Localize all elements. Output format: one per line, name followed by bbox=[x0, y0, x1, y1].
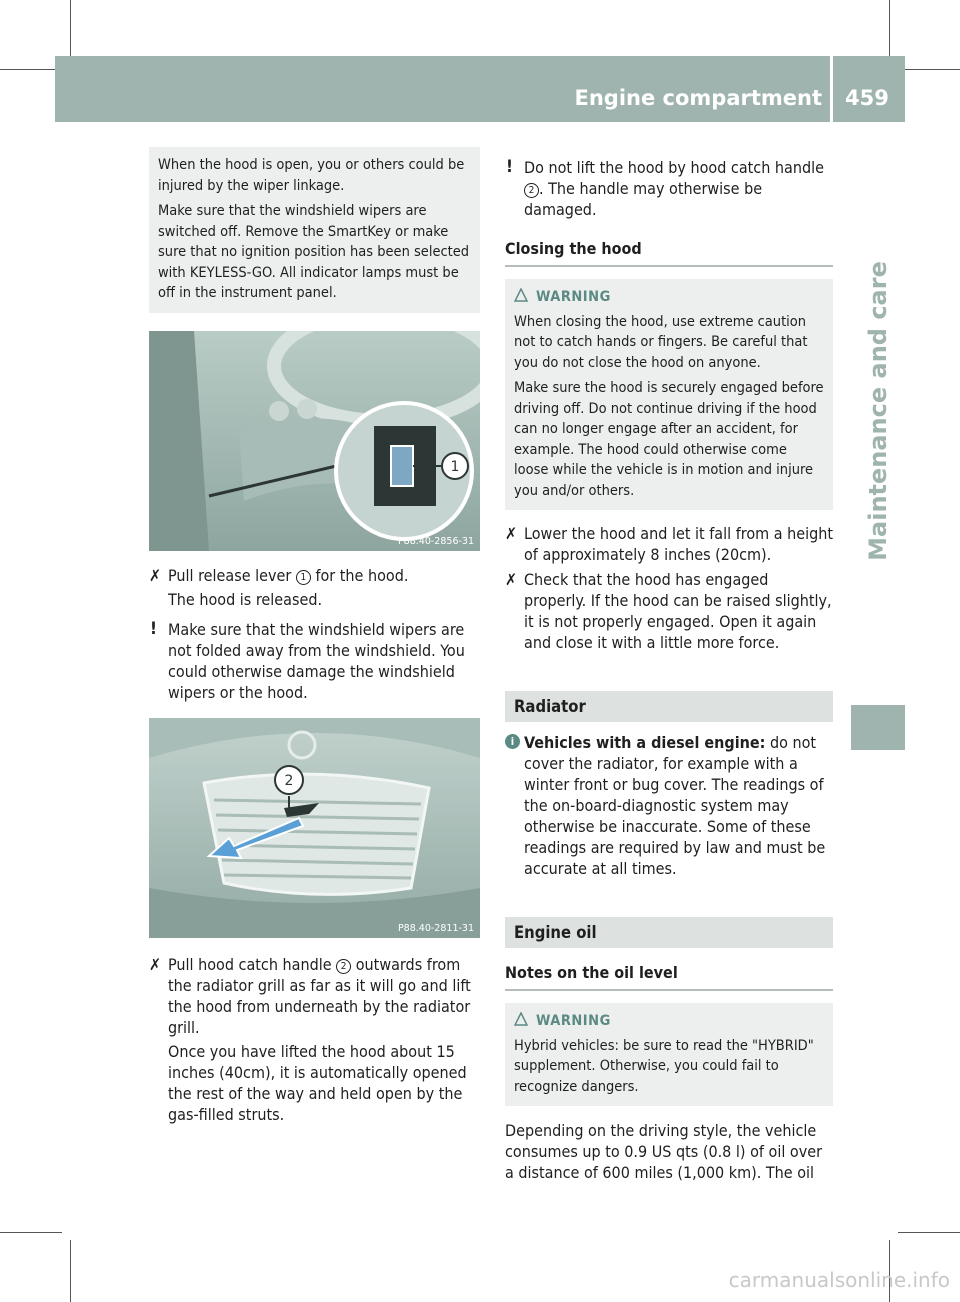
side-chapter-label: Maintenance and care bbox=[864, 261, 892, 561]
crop-mark bbox=[898, 1232, 960, 1233]
caution-note: ! Do not lift the hood by hood catch handle 2 . The handle may otherwise be damaged. bbox=[506, 157, 824, 219]
hood-catch-illustration bbox=[149, 718, 480, 938]
crop-mark bbox=[0, 69, 62, 70]
subheading-oil-level: Notes on the oil level bbox=[505, 962, 833, 991]
warning-box-wiper: When the hood is open, you or others could be injured by the wiper linkage. Make sure that the windshield wipers are switched off. Remove the SmartKey or make sure that no ignition position has been selected with KEYLESS-GO. All indicator lamps must be off in the instrument panel. bbox=[149, 147, 480, 313]
figure-hood-catch bbox=[149, 718, 480, 938]
info-note: i Vehicles with a diesel engine: do not cover the radiator, for example with a winter front or bug cover. The readings of the on-board-diagnostic system may otherwise be inaccurate. Some of these readings are required by law and must be accurate at all times. bbox=[505, 732, 833, 879]
crop-mark bbox=[70, 1240, 71, 1302]
caution-note: ! Make sure that the windshield wipers are not folded away from the windshield. You could otherwise damage the windshield wipers or the hood. bbox=[150, 619, 465, 702]
instruction-step: ✗ Check that the hood has engaged properly. If the hood can be raised slightly, it is not properly engaged. Open it again and close it with a little more force. bbox=[505, 570, 832, 652]
watermark: carmanualsonline.info bbox=[728, 1268, 950, 1292]
figure-release-lever bbox=[149, 331, 480, 551]
exclamation-icon: ! bbox=[150, 619, 157, 639]
figure-reference: P88.40-2811-31 bbox=[397, 923, 474, 934]
right-column bbox=[505, 157, 833, 1183]
section-heading-radiator: Radiator bbox=[505, 691, 833, 722]
section-title: Engine compartment bbox=[574, 86, 822, 110]
x-mark-icon: ✗ bbox=[149, 955, 162, 974]
callout-2: 2 bbox=[284, 773, 294, 789]
release-lever-illustration bbox=[149, 331, 480, 551]
x-mark-icon: ✗ bbox=[505, 524, 518, 543]
callout-number: 2 bbox=[524, 183, 539, 198]
callout-number: 2 bbox=[336, 959, 351, 974]
side-thumb-tab bbox=[851, 705, 905, 750]
section-heading-engine-oil: Engine oil bbox=[505, 917, 833, 948]
left-column bbox=[149, 147, 480, 313]
crop-mark bbox=[70, 0, 71, 60]
body-text-oil: Depending on the driving style, the vehicle consumes up to 0.9 US qts (0.8 l) of oil over a distance of 600 miles (1,000 km). The oil bbox=[505, 1121, 822, 1182]
instruction-step: ✗ Pull hood catch handle 2 outwards from the radiator grill as far as it will go and lift the hood from underneath by the radiator grill. Once you have lifted the hood about 15 inches (40cm), it is automatically opened the rest of the way and held open by the gas-filled struts. bbox=[149, 955, 471, 1124]
exclamation-icon: ! bbox=[506, 157, 513, 177]
instruction-step: ✗ Lower the hood and let it fall from a height of approximately 8 inches (20cm). bbox=[505, 524, 833, 564]
warning-box-closing: WARNING When closing the hood, use extreme caution not to catch hands or fingers. Be careful that you do not close the hood on anyone. Make sure the hood is securely engaged before driving off. Do not continue driving if the hood can no longer engage after an accident, for example. The hood could otherwise come loose while the vehicle is in motion and injure you and/or others. bbox=[505, 279, 833, 510]
subheading-closing-hood: Closing the hood bbox=[505, 238, 833, 267]
figure-reference: P88.40-2856-31 bbox=[397, 536, 474, 547]
callout-number: 1 bbox=[296, 570, 311, 585]
left-column-steps-2 bbox=[149, 954, 480, 1125]
instruction-step: ✗ Pull release lever 1 for the hood. The hood is released. bbox=[149, 566, 409, 609]
x-mark-icon: ✗ bbox=[149, 566, 162, 585]
header-divider bbox=[830, 56, 833, 122]
left-column-steps bbox=[149, 565, 480, 703]
info-circle-icon: i bbox=[505, 734, 520, 749]
crop-mark bbox=[0, 1232, 62, 1233]
callout-1: 1 bbox=[450, 459, 460, 475]
warning-triangle-icon bbox=[514, 288, 528, 302]
crop-mark bbox=[898, 69, 960, 70]
warning-box-hybrid: WARNING Hybrid vehicles: be sure to read the "HYBRID" supplement. Otherwise, you could fail to recognize dangers. bbox=[505, 1003, 833, 1106]
page-number: 459 bbox=[845, 86, 889, 110]
warning-triangle-icon bbox=[514, 1012, 528, 1026]
crop-mark bbox=[889, 0, 890, 60]
x-mark-icon: ✗ bbox=[505, 570, 518, 589]
